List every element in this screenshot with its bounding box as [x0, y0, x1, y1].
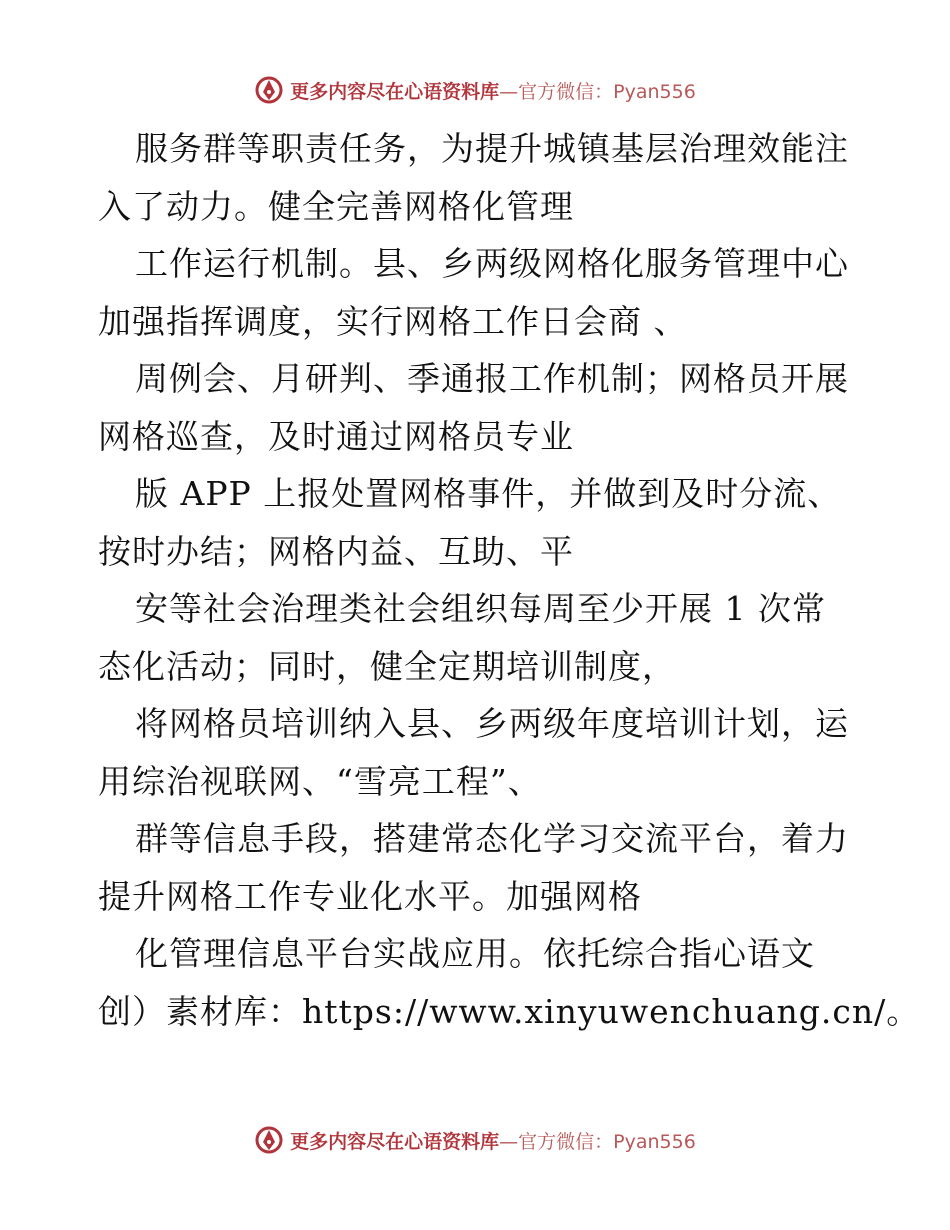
body-line: 按时办结；网格内益、互助、平 — [98, 531, 574, 571]
header-brand: 更多内容尽在心语资料库 — [290, 80, 500, 103]
body-line: 工作运行机制。县、乡两级网格化服务管理中心 — [135, 244, 849, 283]
header-watermark — [0, 70, 950, 110]
body-line: 群等信息手段，搭建常态化学习交流平台，着力 — [135, 819, 849, 858]
footer-contact: —官方微信：Pyan556 — [499, 1130, 696, 1153]
body-line: 态化活动；同时，健全定期培训制度， — [98, 646, 676, 686]
pen-nib-circle-logo-icon — [254, 1125, 284, 1155]
body-line: 提升网格工作专业化水平。加强网格 — [98, 876, 642, 916]
document-body — [98, 120, 921, 1040]
body-line: 将网格员培训纳入县、乡两级年度培训计划，运 — [135, 704, 849, 743]
body-line: 安等社会治理类社会组织每周至少开展 1 次常 — [135, 589, 826, 628]
body-line: 服务群等职责任务，为提升城镇基层治理效能注 — [135, 129, 849, 168]
body-line: 版 APP 上报处置网格事件，并做到及时分流、 — [135, 474, 842, 513]
body-line: 用综治视联网、“雪亮工程”、 — [98, 761, 542, 801]
footer-brand: 更多内容尽在心语资料库 — [290, 1130, 500, 1153]
pen-nib-circle-logo-icon — [254, 75, 284, 105]
header-contact: —官方微信：Pyan556 — [499, 80, 696, 103]
body-line: 加强指挥调度，实行网格工作日会商 、 — [98, 301, 688, 341]
body-line: 入了动力。健全完善网格化管理 — [98, 186, 574, 226]
body-line: 创）素材库：https://www.xinyuwenchuang.cn/。 — [98, 991, 921, 1031]
body-line: 周例会、月研判、季通报工作机制；网格员开展 — [135, 359, 849, 398]
body-line: 网格巡查，及时通过网格员专业 — [98, 416, 574, 456]
body-line: 化管理信息平台实战应用。依托综合指心语文 — [135, 934, 815, 973]
footer-watermark — [0, 1120, 950, 1160]
